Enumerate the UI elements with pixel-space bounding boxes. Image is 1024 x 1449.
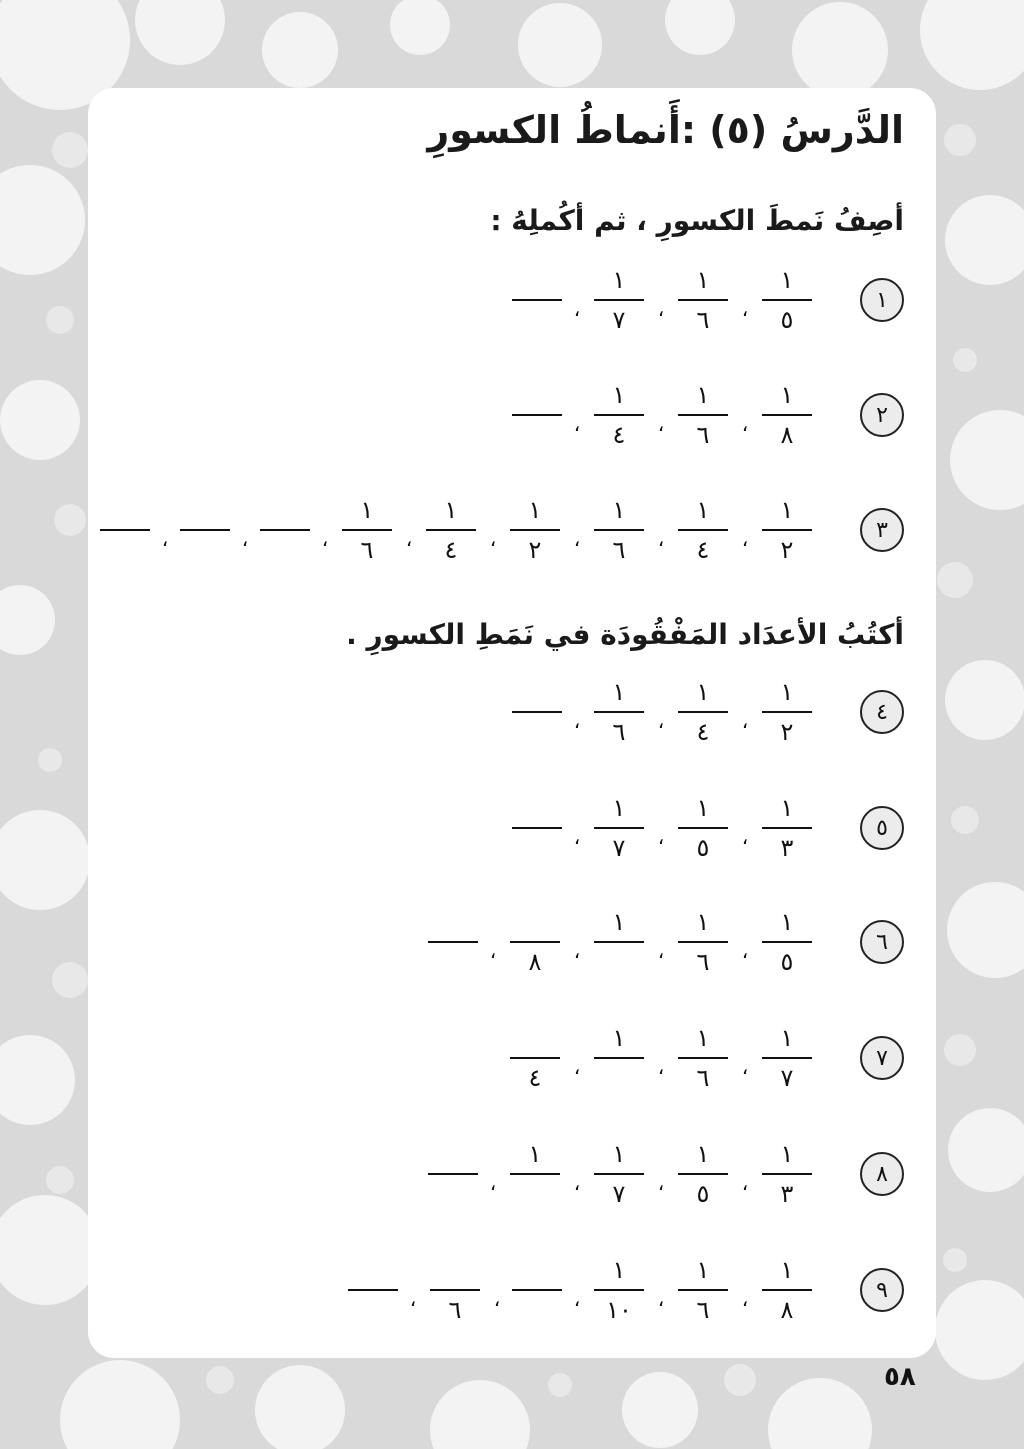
- exercise-number: ٨: [860, 1152, 904, 1196]
- section2-instruction: أكتُبُ الأعدَاد المَفْقُودَة في نَمَطِ الكسورِ .: [346, 618, 904, 651]
- separator-comma: ،: [741, 527, 749, 551]
- fraction-denominator: ١٠: [606, 1296, 632, 1324]
- fraction-bar: [762, 941, 812, 943]
- fraction-bar: [678, 1057, 728, 1059]
- separator-comma: ،: [657, 1055, 665, 1079]
- fraction: [760, 1255, 814, 1325]
- fraction: [340, 495, 394, 565]
- fraction: [592, 1255, 646, 1325]
- fraction-denominator: ٢: [780, 536, 794, 564]
- fraction-bar: [678, 941, 728, 943]
- exercise-number: ٢: [860, 393, 904, 437]
- separator-comma: ،: [657, 1287, 665, 1311]
- separator-comma: ،: [741, 412, 749, 436]
- fraction-numerator: ١: [528, 1140, 542, 1168]
- fraction-sequence: [428, 1139, 814, 1209]
- separator-comma: ،: [657, 1171, 665, 1195]
- page-number: ٥٨: [884, 1362, 916, 1392]
- fraction-numerator: ١: [780, 1256, 794, 1284]
- fraction-numerator: ١: [612, 381, 626, 409]
- answer-blank[interactable]: [512, 1289, 562, 1291]
- fraction-bar: [510, 1057, 560, 1059]
- fraction-numerator: ١: [696, 678, 710, 706]
- fraction[interactable]: [592, 907, 646, 977]
- exercise-number: ٦: [860, 920, 904, 964]
- fraction: [676, 380, 730, 450]
- fraction[interactable]: [428, 1255, 482, 1325]
- separator-comma: ،: [409, 1287, 417, 1311]
- fraction-bar: [678, 1289, 728, 1291]
- fraction-denominator: ٥: [696, 1180, 710, 1208]
- exercise-number: ١: [860, 278, 904, 322]
- fraction-denominator: ٥: [780, 948, 794, 976]
- fraction-denominator: ٦: [612, 536, 626, 564]
- fraction: [676, 907, 730, 977]
- fraction: [676, 1255, 730, 1325]
- fraction-denominator: ٨: [780, 421, 794, 449]
- fraction-denominator: ٦: [696, 948, 710, 976]
- exercise-row: [348, 1240, 904, 1340]
- fraction-numerator: ١: [696, 794, 710, 822]
- fraction-bar: [678, 711, 728, 713]
- fraction-denominator: ٦: [360, 536, 374, 564]
- fraction-numerator: ١: [780, 1140, 794, 1168]
- fraction-denominator: ٦: [448, 1296, 462, 1324]
- fraction-numerator: ١: [780, 381, 794, 409]
- fraction-bar: [594, 1057, 644, 1059]
- separator-comma: ،: [741, 297, 749, 321]
- fraction-sequence: [512, 265, 814, 335]
- separator-comma: ،: [741, 1171, 749, 1195]
- fraction-numerator: ١: [612, 266, 626, 294]
- fraction-sequence: [512, 380, 814, 450]
- fraction-bar: [594, 529, 644, 531]
- fraction-numerator: ١: [612, 1256, 626, 1284]
- answer-blank[interactable]: [348, 1289, 398, 1291]
- separator-comma: ،: [489, 939, 497, 963]
- separator-comma: ،: [161, 527, 169, 551]
- fraction-denominator: ٦: [696, 1064, 710, 1092]
- fraction-denominator: ٣: [780, 834, 794, 862]
- fraction-numerator: ١: [696, 1256, 710, 1284]
- fraction-bar: [430, 1289, 480, 1291]
- separator-comma: ،: [573, 412, 581, 436]
- fraction-numerator: ١: [780, 496, 794, 524]
- exercise-row: [512, 662, 904, 762]
- fraction-sequence: [508, 1023, 814, 1093]
- fraction: [676, 265, 730, 335]
- fraction-numerator: ١: [444, 496, 458, 524]
- separator-comma: ،: [657, 412, 665, 436]
- answer-blank[interactable]: [512, 299, 562, 301]
- fraction: [760, 907, 814, 977]
- fraction-denominator: ٤: [696, 718, 710, 746]
- fraction-bar: [594, 827, 644, 829]
- fraction: [592, 380, 646, 450]
- fraction-numerator: ١: [780, 266, 794, 294]
- fraction-numerator: ١: [612, 496, 626, 524]
- fraction: [760, 380, 814, 450]
- exercise-row: [428, 1124, 904, 1224]
- fraction-bar: [762, 529, 812, 531]
- fraction-denominator: ٢: [528, 536, 542, 564]
- fraction[interactable]: [508, 1139, 562, 1209]
- fraction: [676, 793, 730, 863]
- separator-comma: ،: [741, 825, 749, 849]
- fraction: [760, 793, 814, 863]
- fraction-sequence: [512, 793, 814, 863]
- separator-comma: ،: [573, 1287, 581, 1311]
- fraction-denominator: ٥: [696, 834, 710, 862]
- fraction: [760, 265, 814, 335]
- separator-comma: ،: [657, 709, 665, 733]
- fraction-denominator: ٤: [696, 536, 710, 564]
- fraction-bar: [762, 1057, 812, 1059]
- fraction-denominator: ٧: [780, 1064, 794, 1092]
- fraction-denominator: ٧: [612, 306, 626, 334]
- fraction-bar: [678, 1173, 728, 1175]
- answer-blank[interactable]: [512, 711, 562, 713]
- fraction-numerator: ١: [780, 908, 794, 936]
- fraction-bar: [594, 414, 644, 416]
- fraction-bar: [762, 299, 812, 301]
- fraction: [760, 495, 814, 565]
- fraction: [592, 495, 646, 565]
- fraction: [592, 793, 646, 863]
- exercise-row: [512, 778, 904, 878]
- exercise-number: ٧: [860, 1036, 904, 1080]
- separator-comma: ،: [241, 527, 249, 551]
- fraction-numerator: ١: [612, 908, 626, 936]
- fraction-numerator: ١: [696, 381, 710, 409]
- fraction-denominator: ٦: [696, 306, 710, 334]
- fraction-numerator: ١: [696, 266, 710, 294]
- fraction-bar: [594, 299, 644, 301]
- lesson-title: الدَّرسُ (٥) :أَنماطُ الكسورِ: [427, 108, 904, 152]
- fraction[interactable]: [508, 907, 562, 977]
- fraction-bar: [510, 529, 560, 531]
- exercise-number: ٣: [860, 508, 904, 552]
- fraction: [760, 1139, 814, 1209]
- fraction-bar: [678, 827, 728, 829]
- fraction-bar: [510, 1173, 560, 1175]
- fraction: [592, 265, 646, 335]
- fraction-bar: [510, 941, 560, 943]
- fraction-bar: [426, 529, 476, 531]
- fraction[interactable]: [592, 1023, 646, 1093]
- separator-comma: ،: [657, 297, 665, 321]
- separator-comma: ،: [657, 939, 665, 963]
- fraction: [508, 495, 562, 565]
- fraction-denominator: ٨: [780, 1296, 794, 1324]
- separator-comma: ،: [573, 527, 581, 551]
- exercise-number: ٤: [860, 690, 904, 734]
- fraction-numerator: ١: [528, 496, 542, 524]
- exercise-number: ٥: [860, 806, 904, 850]
- fraction-numerator: ١: [696, 1024, 710, 1052]
- fraction-bar: [342, 529, 392, 531]
- fraction-bar: [594, 711, 644, 713]
- fraction: [676, 495, 730, 565]
- fraction-denominator: ٨: [528, 948, 542, 976]
- exercise-row: [512, 365, 904, 465]
- exercise-row: [428, 892, 904, 992]
- fraction-bar: [762, 414, 812, 416]
- fraction: [676, 1023, 730, 1093]
- answer-blank[interactable]: [180, 529, 230, 531]
- fraction-bar: [594, 941, 644, 943]
- fraction-denominator: ٢: [780, 718, 794, 746]
- fraction-numerator: ١: [612, 794, 626, 822]
- separator-comma: ،: [741, 1287, 749, 1311]
- fraction-numerator: ١: [780, 678, 794, 706]
- separator-comma: ،: [573, 939, 581, 963]
- fraction-bar: [762, 711, 812, 713]
- answer-blank[interactable]: [428, 941, 478, 943]
- fraction-bar: [594, 1289, 644, 1291]
- separator-comma: ،: [741, 1055, 749, 1079]
- fraction-bar: [594, 1173, 644, 1175]
- fraction-denominator: ٧: [612, 834, 626, 862]
- separator-comma: ،: [573, 297, 581, 321]
- fraction-sequence: [428, 907, 814, 977]
- separator-comma: ،: [573, 825, 581, 849]
- separator-comma: ،: [741, 709, 749, 733]
- separator-comma: ،: [657, 527, 665, 551]
- separator-comma: ،: [573, 709, 581, 733]
- fraction: [760, 677, 814, 747]
- separator-comma: ،: [657, 825, 665, 849]
- fraction: [592, 1139, 646, 1209]
- fraction: [760, 1023, 814, 1093]
- fraction-numerator: ١: [612, 1140, 626, 1168]
- separator-comma: ،: [573, 1171, 581, 1195]
- fraction-numerator: ١: [360, 496, 374, 524]
- fraction-denominator: ٦: [612, 718, 626, 746]
- exercise-row: [512, 250, 904, 350]
- fraction-bar: [678, 414, 728, 416]
- separator-comma: ،: [741, 939, 749, 963]
- fraction-bar: [678, 299, 728, 301]
- separator-comma: ،: [489, 1171, 497, 1195]
- answer-blank[interactable]: [428, 1173, 478, 1175]
- section1-instruction: أصِفُ نَمطَ الكسورِ ، ثم أكُملِهُ :: [490, 204, 904, 237]
- fraction-numerator: ١: [696, 1140, 710, 1168]
- fraction: [592, 677, 646, 747]
- fraction-numerator: ١: [696, 496, 710, 524]
- fraction: [676, 677, 730, 747]
- fraction: [424, 495, 478, 565]
- fraction-bar: [762, 1289, 812, 1291]
- fraction-denominator: ٣: [780, 1180, 794, 1208]
- fraction-numerator: ١: [612, 678, 626, 706]
- answer-blank[interactable]: [512, 827, 562, 829]
- fraction-denominator: ٥: [780, 306, 794, 334]
- fraction-sequence: [512, 677, 814, 747]
- fraction-sequence: [348, 1255, 814, 1325]
- separator-comma: ،: [489, 527, 497, 551]
- fraction-denominator: ٦: [696, 421, 710, 449]
- fraction-numerator: ١: [780, 1024, 794, 1052]
- answer-blank[interactable]: [260, 529, 310, 531]
- fraction-denominator: ٧: [612, 1180, 626, 1208]
- separator-comma: ،: [405, 527, 413, 551]
- fraction[interactable]: [508, 1023, 562, 1093]
- fraction-bar: [762, 1173, 812, 1175]
- answer-blank[interactable]: [512, 414, 562, 416]
- exercise-number: ٩: [860, 1268, 904, 1312]
- fraction-numerator: ١: [612, 1024, 626, 1052]
- separator-comma: ،: [493, 1287, 501, 1311]
- fraction-sequence: [100, 495, 814, 565]
- answer-blank[interactable]: [100, 529, 150, 531]
- fraction-numerator: ١: [780, 794, 794, 822]
- fraction: [676, 1139, 730, 1209]
- exercise-row: [100, 480, 904, 580]
- fraction-denominator: ٦: [696, 1296, 710, 1324]
- fraction-denominator: ٤: [444, 536, 458, 564]
- exercise-row: [508, 1008, 904, 1108]
- fraction-denominator: ٤: [612, 421, 626, 449]
- fraction-numerator: ١: [696, 908, 710, 936]
- separator-comma: ،: [321, 527, 329, 551]
- separator-comma: ،: [573, 1055, 581, 1079]
- fraction-bar: [678, 529, 728, 531]
- fraction-denominator: ٤: [528, 1064, 542, 1092]
- fraction-bar: [762, 827, 812, 829]
